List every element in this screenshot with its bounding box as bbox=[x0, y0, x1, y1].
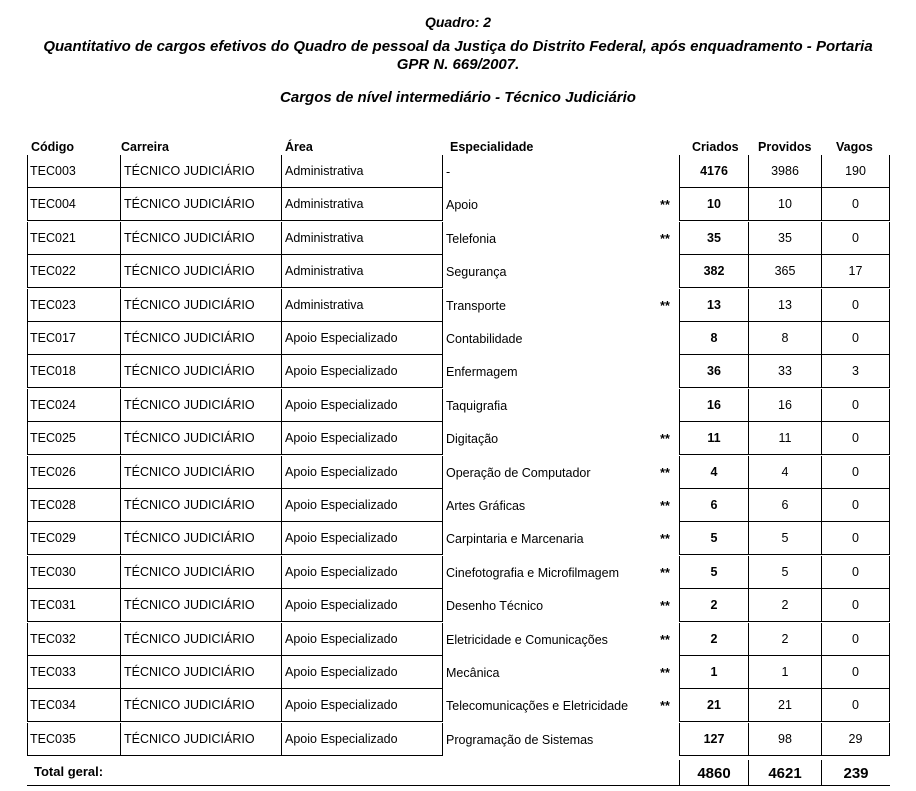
total-label: Total geral: bbox=[34, 764, 104, 779]
cell-area: Apoio Especializado bbox=[281, 389, 442, 422]
cell-marca: ** bbox=[660, 498, 670, 513]
cell-codigo: TEC022 bbox=[27, 255, 120, 288]
table-row bbox=[27, 623, 890, 656]
cell-vagos: 190 bbox=[821, 155, 890, 188]
cell-area: Apoio Especializado bbox=[281, 689, 442, 722]
table-row bbox=[27, 222, 890, 255]
cell-area: Administrativa bbox=[281, 255, 442, 288]
cell-marca: ** bbox=[660, 197, 670, 212]
cell-marca: ** bbox=[660, 298, 670, 313]
cell-area: Administrativa bbox=[281, 289, 442, 322]
cell-carreira: TÉCNICO JUDICIÁRIO bbox=[120, 689, 281, 722]
cell-marca: ** bbox=[660, 598, 670, 613]
cell-vagos: 0 bbox=[821, 188, 890, 221]
cell-codigo: TEC035 bbox=[27, 723, 120, 756]
cell-vagos: 0 bbox=[821, 556, 890, 589]
cell-carreira: TÉCNICO JUDICIÁRIO bbox=[120, 322, 281, 355]
cell-providos: 3986 bbox=[748, 155, 821, 188]
cell-area: Apoio Especializado bbox=[281, 489, 442, 522]
cell-marca bbox=[651, 723, 679, 756]
cell-carreira: TÉCNICO JUDICIÁRIO bbox=[120, 422, 281, 455]
cell-carreira: TÉCNICO JUDICIÁRIO bbox=[120, 188, 281, 221]
table-row bbox=[27, 322, 890, 355]
quadro-label: Quadro: 2 bbox=[424, 14, 492, 30]
cell-codigo: TEC018 bbox=[27, 355, 120, 388]
table-row bbox=[27, 255, 890, 288]
cell-marca bbox=[651, 155, 679, 188]
cell-providos: 13 bbox=[748, 289, 821, 322]
cell-especialidade: Enfermagem bbox=[442, 355, 651, 388]
cell-providos: 4 bbox=[748, 456, 821, 489]
cell-especialidade: Artes Gráficas bbox=[442, 489, 651, 522]
cell-criados: 8 bbox=[679, 322, 748, 355]
cell-carreira: TÉCNICO JUDICIÁRIO bbox=[120, 589, 281, 622]
cell-providos: 1 bbox=[748, 656, 821, 689]
table-row bbox=[27, 389, 890, 422]
cell-area: Apoio Especializado bbox=[281, 723, 442, 756]
cell-area: Apoio Especializado bbox=[281, 422, 442, 455]
cell-providos: 5 bbox=[748, 556, 821, 589]
cell-vagos: 0 bbox=[821, 589, 890, 622]
cell-codigo: TEC032 bbox=[27, 623, 120, 656]
cell-providos: 33 bbox=[748, 355, 821, 388]
cell-especialidade: Operação de Computador bbox=[442, 456, 651, 489]
cell-providos: 21 bbox=[748, 689, 821, 722]
table-row bbox=[27, 155, 890, 188]
cell-marca bbox=[651, 389, 679, 422]
cell-providos: 8 bbox=[748, 322, 821, 355]
cell-criados: 16 bbox=[679, 389, 748, 422]
cell-codigo: TEC003 bbox=[27, 155, 120, 188]
cell-vagos: 0 bbox=[821, 289, 890, 322]
cell-especialidade: Telefonia bbox=[442, 222, 651, 255]
cell-vagos: 0 bbox=[821, 522, 890, 555]
cell-vagos: 0 bbox=[821, 389, 890, 422]
cell-codigo: TEC017 bbox=[27, 322, 120, 355]
total-criados: 4860 bbox=[679, 760, 748, 786]
cell-especialidade: Telecomunicações e Eletricidade bbox=[442, 689, 651, 722]
cell-marca: ** bbox=[660, 698, 670, 713]
cell-criados: 4 bbox=[679, 456, 748, 489]
cell-area: Apoio Especializado bbox=[281, 623, 442, 656]
table-row bbox=[27, 656, 890, 689]
cell-criados: 35 bbox=[679, 222, 748, 255]
cell-area: Apoio Especializado bbox=[281, 556, 442, 589]
cell-especialidade: Contabilidade bbox=[442, 322, 651, 355]
cell-providos: 2 bbox=[748, 623, 821, 656]
cell-area: Apoio Especializado bbox=[281, 522, 442, 555]
header-providos: Providos bbox=[758, 140, 812, 154]
cell-codigo: TEC034 bbox=[27, 689, 120, 722]
cell-especialidade: Segurança bbox=[442, 255, 651, 288]
cell-area: Apoio Especializado bbox=[281, 355, 442, 388]
cell-carreira: TÉCNICO JUDICIÁRIO bbox=[120, 556, 281, 589]
header-carreira: Carreira bbox=[121, 140, 169, 154]
table-row bbox=[27, 556, 890, 589]
document-heading: Quantitativo de cargos efetivos do Quadro de pessoal da Justiça do Distrito Federal, após enquadramento - Portaria GPR N. 669/2007. bbox=[43, 38, 873, 73]
cell-providos: 2 bbox=[748, 589, 821, 622]
cell-providos: 16 bbox=[748, 389, 821, 422]
table-row bbox=[27, 522, 890, 555]
header-especialidade: Especialidade bbox=[450, 140, 534, 154]
total-vagos: 239 bbox=[821, 760, 890, 786]
cell-marca bbox=[651, 322, 679, 355]
cell-especialidade: Desenho Técnico bbox=[442, 589, 651, 622]
cell-carreira: TÉCNICO JUDICIÁRIO bbox=[120, 656, 281, 689]
cell-vagos: 0 bbox=[821, 623, 890, 656]
cell-vagos: 0 bbox=[821, 422, 890, 455]
table-row bbox=[27, 689, 890, 722]
cell-marca: ** bbox=[660, 565, 670, 580]
cell-area: Administrativa bbox=[281, 188, 442, 221]
cell-providos: 5 bbox=[748, 522, 821, 555]
cell-codigo: TEC028 bbox=[27, 489, 120, 522]
cell-providos: 10 bbox=[748, 188, 821, 221]
table-row bbox=[27, 589, 890, 622]
cell-especialidade: Transporte bbox=[442, 289, 651, 322]
cell-vagos: 0 bbox=[821, 689, 890, 722]
cell-especialidade: Cinefotografia e Microfilmagem bbox=[442, 556, 651, 589]
cell-codigo: TEC025 bbox=[27, 422, 120, 455]
cell-providos: 11 bbox=[748, 422, 821, 455]
cell-vagos: 17 bbox=[821, 255, 890, 288]
cell-criados: 13 bbox=[679, 289, 748, 322]
cell-marca: ** bbox=[660, 665, 670, 680]
cell-carreira: TÉCNICO JUDICIÁRIO bbox=[120, 255, 281, 288]
cell-criados: 6 bbox=[679, 489, 748, 522]
cell-criados: 2 bbox=[679, 589, 748, 622]
table-row bbox=[27, 188, 890, 221]
cell-codigo: TEC023 bbox=[27, 289, 120, 322]
cell-criados: 127 bbox=[679, 723, 748, 756]
cell-vagos: 29 bbox=[821, 723, 890, 756]
cell-vagos: 3 bbox=[821, 355, 890, 388]
cell-criados: 11 bbox=[679, 422, 748, 455]
cell-carreira: TÉCNICO JUDICIÁRIO bbox=[120, 489, 281, 522]
total-divider bbox=[27, 785, 890, 786]
cell-especialidade: Taquigrafia bbox=[442, 389, 651, 422]
cell-carreira: TÉCNICO JUDICIÁRIO bbox=[120, 355, 281, 388]
document-subheading: Cargos de nível intermediário - Técnico Judiciário bbox=[280, 89, 636, 106]
table-row bbox=[27, 489, 890, 522]
cell-criados: 4176 bbox=[679, 155, 748, 188]
header-codigo: Código bbox=[31, 140, 75, 154]
cell-codigo: TEC026 bbox=[27, 456, 120, 489]
table-row bbox=[27, 355, 890, 388]
cell-codigo: TEC021 bbox=[27, 222, 120, 255]
cell-carreira: TÉCNICO JUDICIÁRIO bbox=[120, 623, 281, 656]
cell-marca: ** bbox=[660, 632, 670, 647]
cell-carreira: TÉCNICO JUDICIÁRIO bbox=[120, 723, 281, 756]
cell-criados: 21 bbox=[679, 689, 748, 722]
total-providos: 4621 bbox=[748, 760, 821, 786]
cell-especialidade: Programação de Sistemas bbox=[442, 723, 651, 756]
table-row bbox=[27, 289, 890, 322]
cell-especialidade: Mecânica bbox=[442, 656, 651, 689]
cell-criados: 10 bbox=[679, 188, 748, 221]
cell-especialidade: Carpintaria e Marcenaria bbox=[442, 522, 651, 555]
cell-vagos: 0 bbox=[821, 656, 890, 689]
cell-area: Apoio Especializado bbox=[281, 322, 442, 355]
cell-area: Administrativa bbox=[281, 222, 442, 255]
cell-marca bbox=[651, 255, 679, 288]
cell-area: Administrativa bbox=[281, 155, 442, 188]
cell-area: Apoio Especializado bbox=[281, 589, 442, 622]
cell-vagos: 0 bbox=[821, 222, 890, 255]
cell-carreira: TÉCNICO JUDICIÁRIO bbox=[120, 155, 281, 188]
cell-vagos: 0 bbox=[821, 456, 890, 489]
cell-marca: ** bbox=[660, 431, 670, 446]
cell-providos: 365 bbox=[748, 255, 821, 288]
cell-carreira: TÉCNICO JUDICIÁRIO bbox=[120, 456, 281, 489]
header-criados: Criados bbox=[692, 140, 739, 154]
cell-codigo: TEC004 bbox=[27, 188, 120, 221]
cell-especialidade: - bbox=[442, 155, 651, 188]
cell-providos: 35 bbox=[748, 222, 821, 255]
cell-criados: 2 bbox=[679, 623, 748, 656]
cell-especialidade: Digitação bbox=[442, 422, 651, 455]
cell-carreira: TÉCNICO JUDICIÁRIO bbox=[120, 222, 281, 255]
cell-carreira: TÉCNICO JUDICIÁRIO bbox=[120, 389, 281, 422]
cell-providos: 6 bbox=[748, 489, 821, 522]
cell-codigo: TEC029 bbox=[27, 522, 120, 555]
cell-criados: 36 bbox=[679, 355, 748, 388]
cell-codigo: TEC024 bbox=[27, 389, 120, 422]
cell-criados: 382 bbox=[679, 255, 748, 288]
cell-codigo: TEC033 bbox=[27, 656, 120, 689]
cell-providos: 98 bbox=[748, 723, 821, 756]
cell-marca bbox=[651, 355, 679, 388]
table-row bbox=[27, 422, 890, 455]
cell-codigo: TEC030 bbox=[27, 556, 120, 589]
cell-especialidade: Eletricidade e Comunicações bbox=[442, 623, 651, 656]
cell-marca: ** bbox=[660, 231, 670, 246]
cell-marca: ** bbox=[660, 531, 670, 546]
table-row bbox=[27, 456, 890, 489]
cell-codigo: TEC031 bbox=[27, 589, 120, 622]
cell-area: Apoio Especializado bbox=[281, 456, 442, 489]
cell-criados: 5 bbox=[679, 522, 748, 555]
cell-vagos: 0 bbox=[821, 489, 890, 522]
cell-especialidade: Apoio bbox=[442, 188, 651, 221]
header-vagos: Vagos bbox=[836, 140, 873, 154]
table-row bbox=[27, 723, 890, 756]
cell-carreira: TÉCNICO JUDICIÁRIO bbox=[120, 289, 281, 322]
cell-area: Apoio Especializado bbox=[281, 656, 442, 689]
cell-criados: 5 bbox=[679, 556, 748, 589]
header-area: Área bbox=[285, 140, 313, 154]
cell-criados: 1 bbox=[679, 656, 748, 689]
cell-vagos: 0 bbox=[821, 322, 890, 355]
cell-carreira: TÉCNICO JUDICIÁRIO bbox=[120, 522, 281, 555]
cell-marca: ** bbox=[660, 465, 670, 480]
